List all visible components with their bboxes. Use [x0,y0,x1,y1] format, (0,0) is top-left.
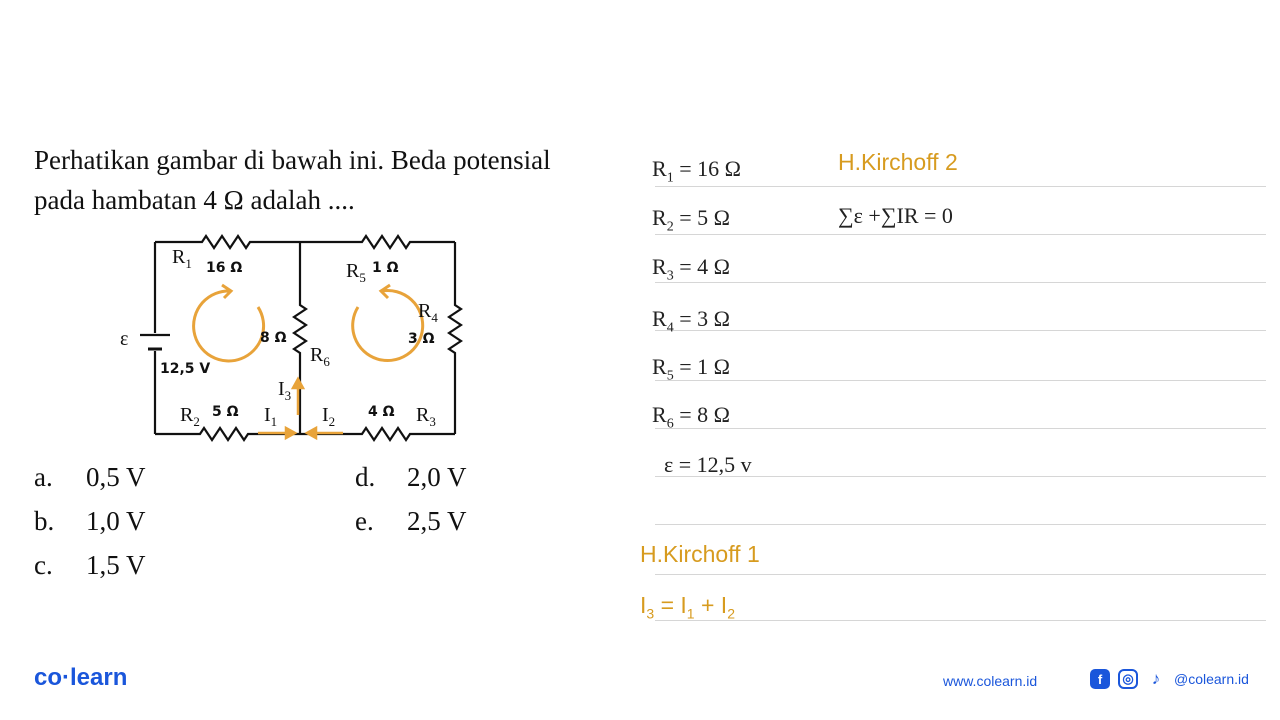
r6-label: $R_6$ [310,344,330,369]
option-b[interactable]: b. 1,0 V [34,506,146,536]
current-arrow-i2 [307,428,343,438]
ruled-line [655,186,1266,187]
battery-symbol [140,335,170,349]
kirchoff1-title: H.Kirchoff 1 [640,541,760,567]
social-handle: @colearn.id [1174,671,1249,687]
kirchoff1-equation: $I_3 = I_1 + I_2$ [640,592,735,622]
kirchoff2-title: H.Kirchoff 2 [838,149,958,175]
current-arrow-i1 [258,428,295,438]
option-d[interactable]: d. 2,0 V [355,462,467,492]
given-r6: $R_6 = 8$ Ω [652,402,730,432]
i1-label: $I_1$ [264,404,278,429]
question-line-1: Perhatikan gambar di bawah ini. Beda potensial [34,145,551,175]
r2-label: $R_2$ [180,404,200,429]
r6-value: 8 Ω [260,330,287,346]
given-emf: ε = 12,5 v [664,452,752,477]
ruled-line [655,282,1266,283]
footer-url[interactable]: www.colearn.id [943,673,1038,689]
i3-label: $I_3$ [278,378,292,403]
social-links [1090,669,1249,689]
r3-value: 4 Ω [368,404,395,420]
ruled-line [655,524,1266,525]
option-e[interactable]: e. 2,5 V [355,506,467,536]
r1-value: 16 Ω [206,260,243,276]
question-line-2: pada hambatan 4 Ω adalah .... [34,185,355,215]
emf-value: 12,5 V [160,361,211,377]
r4-value: 3 Ω [408,331,435,347]
colearn-logo: co·learn [34,664,128,691]
kirchoff2-equation: ∑ε +∑IR = 0 [838,203,953,228]
ruled-line [655,620,1266,621]
r5-value: 1 Ω [372,260,399,276]
given-r5: $R_5 = 1$ Ω [652,354,730,384]
given-r2: $R_2 = 5$ Ω [652,205,730,235]
facebook-icon[interactable]: f [1090,669,1110,689]
loop-arrow-right [353,285,423,361]
tiktok-icon[interactable]: ♪ [1151,669,1161,688]
r2-value: 5 Ω [212,404,239,420]
current-arrow-i3 [293,379,303,415]
ruled-line [655,574,1266,575]
emf-label: ε [120,328,129,350]
r4-label: $R_4$ [418,300,438,325]
option-a[interactable]: a. 0,5 V [34,462,146,492]
ruled-line [655,330,1266,331]
ruled-line [655,234,1266,235]
r5-label: $R_5$ [346,260,366,285]
option-c[interactable]: c. 1,5 V [34,550,146,580]
question-text [34,140,634,220]
r3-label: $R_3$ [416,404,436,429]
instagram-icon[interactable]: ◎ [1118,669,1138,689]
ruled-line [655,428,1266,429]
ruled-line [655,380,1266,381]
given-r4: $R_4 = 3$ Ω [652,306,730,336]
i2-label: $I_2$ [322,404,336,429]
given-r1: $R_1 = 16$ Ω [652,156,741,186]
given-r3: $R_3 = 4$ Ω [652,254,730,284]
circuit-diagram [100,225,480,450]
r1-label: $R_1$ [172,246,192,271]
loop-arrow-left [194,285,264,361]
